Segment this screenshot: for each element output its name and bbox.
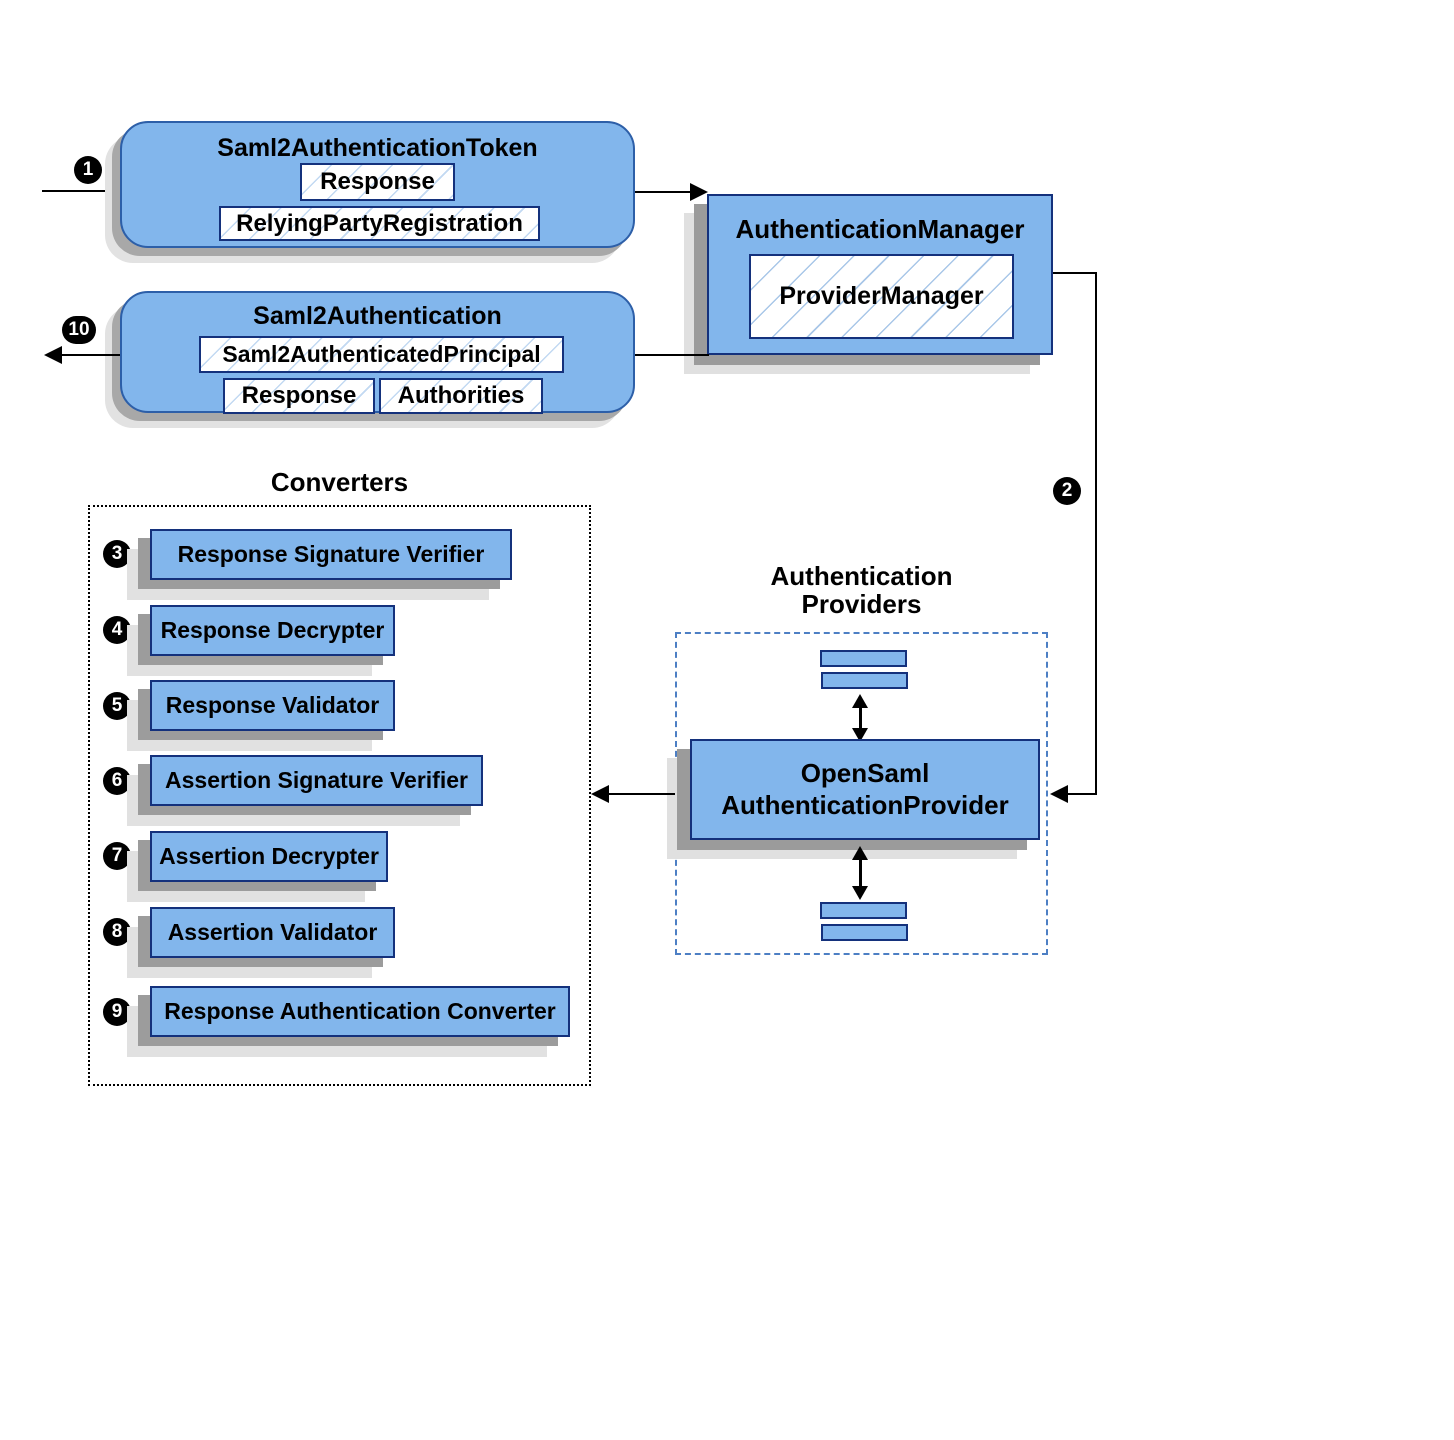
step-8-badge: 8 bbox=[103, 918, 131, 946]
authentication-manager-box bbox=[707, 194, 1053, 355]
step-9-badge: 9 bbox=[103, 998, 131, 1026]
response-validator-box: Response Validator bbox=[150, 680, 395, 731]
flow-line-step2-h2 bbox=[1064, 793, 1097, 795]
token-relying-party-registration-field: RelyingPartyRegistration bbox=[219, 206, 540, 241]
saml2-authenticated-principal-field: Saml2AuthenticatedPrincipal bbox=[199, 336, 564, 373]
step-7-badge: 7 bbox=[103, 842, 131, 870]
authentication-manager-title: AuthenticationManager bbox=[735, 214, 1025, 244]
opensaml-authentication-provider-box bbox=[690, 739, 1040, 840]
token-response-field: Response bbox=[300, 163, 455, 201]
step-3-badge: 3 bbox=[103, 540, 131, 568]
response-signature-verifier-box: Response Signature Verifier bbox=[150, 529, 512, 580]
saml2-authentication-title: Saml2Authentication bbox=[253, 302, 502, 330]
opensaml-authentication-provider-label bbox=[692, 757, 1038, 821]
response-authentication-converter-box: Response Authentication Converter bbox=[150, 986, 570, 1037]
assertion-decrypter-box: Assertion Decrypter bbox=[150, 831, 388, 882]
converters-title: Converters bbox=[270, 467, 409, 497]
provider-manager-box: ProviderManager bbox=[749, 254, 1014, 339]
flow-line-step1-in bbox=[42, 190, 120, 192]
flow-line-step10-out bbox=[60, 354, 120, 356]
step-1-badge: 1 bbox=[74, 156, 102, 184]
flow-line-manager-to-authentication bbox=[635, 354, 709, 356]
flow-line-provider-to-converters bbox=[607, 793, 675, 795]
step-4-badge: 4 bbox=[103, 616, 131, 644]
authentication-providers-title bbox=[675, 562, 1048, 618]
provider-stack-bar-icon bbox=[820, 902, 907, 919]
provider-stack-bar-icon bbox=[821, 672, 908, 689]
opensaml-line1: OpenSaml bbox=[800, 758, 930, 788]
flow-line-step2-v bbox=[1095, 272, 1097, 795]
assertion-validator-box: Assertion Validator bbox=[150, 907, 395, 958]
step-10-badge: 10 bbox=[62, 316, 96, 344]
arrowhead-step10-out-icon bbox=[44, 346, 62, 364]
step-5-badge: 5 bbox=[103, 692, 131, 720]
provider-stack-bar-icon bbox=[821, 924, 908, 941]
authentication-providers-title-line2: Providers bbox=[801, 589, 922, 619]
arrowhead-into-converters-icon bbox=[591, 785, 609, 803]
step-2-badge: 2 bbox=[1053, 477, 1081, 505]
flow-line-step2-h1 bbox=[1053, 272, 1097, 274]
arrowhead-into-manager-icon bbox=[690, 183, 708, 201]
authentication-providers-title-line1: Authentication bbox=[770, 561, 953, 591]
double-arrow-line bbox=[859, 858, 862, 886]
saml2-authentication-token-box bbox=[120, 121, 635, 248]
double-arrow-down-icon bbox=[852, 886, 868, 900]
step-6-badge: 6 bbox=[103, 767, 131, 795]
saml2-authentication-box bbox=[120, 291, 635, 413]
assertion-signature-verifier-box: Assertion Signature Verifier bbox=[150, 755, 483, 806]
saml2-authentication-token-title: Saml2AuthenticationToken bbox=[217, 134, 538, 162]
provider-stack-bar-icon bbox=[820, 650, 907, 667]
opensaml-line2: AuthenticationProvider bbox=[721, 790, 1009, 820]
authorities-field: Authorities bbox=[379, 378, 543, 414]
arrowhead-into-provider-icon bbox=[1050, 785, 1068, 803]
flow-line-token-to-manager bbox=[635, 191, 693, 193]
response-decrypter-box: Response Decrypter bbox=[150, 605, 395, 656]
authentication-response-field: Response bbox=[223, 378, 375, 414]
